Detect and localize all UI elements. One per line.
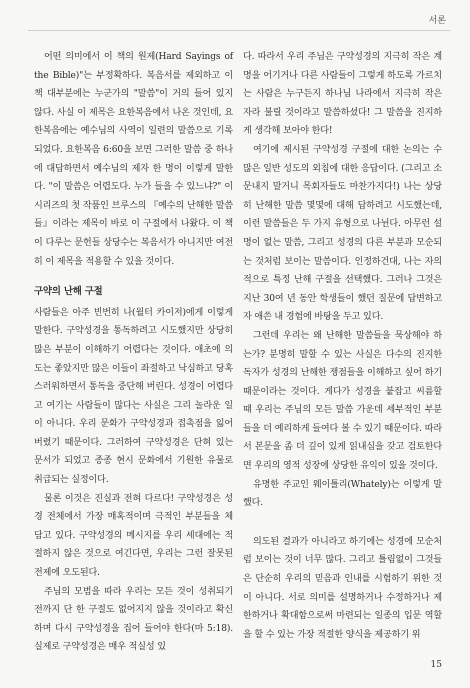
right-paragraph-1: 다. 따라서 우리 주님은 구약성경의 지극히 작은 계명을 어기거나 다른 사람들이 그렇게 하도록 가르치는 사람은 누구든지 하나님 나라에서 지극히 작은 자라 불릴 것이라고 말씀하셨다! 그 말씀을 진지하게 생각해 보아야 한다! (243, 52, 442, 137)
section-heading: 구약의 난해 구절 (34, 286, 103, 298)
left-paragraph-4: 주님의 모범을 따라 우리는 모든 것이 성취되기 전까지 단 한 구절도 없어지지 않을 것이라고 확신하며 다시 구약성경을 집어 들어야 한다(마 5:18). 실제로 구약성경은 매우 적실성 있 (34, 586, 233, 653)
page-header (28, 12, 450, 31)
section-label: 서론 (428, 16, 446, 26)
right-column (243, 48, 442, 644)
quote-spacer (243, 513, 442, 533)
right-paragraph-2: 여기에 제시된 구약성경 구절에 대한 논의는 수많은 일반 성도의 외침에 대한 응답이다. (그리고 소문내지 말거니 목회자들도 마찬가지다!) 나는 상당히 난해한 말씀 몇몇에 대해 답하려고 시도했는데, 이런 말씀들은 두 가지 유형으로 나뉜다. 아무런 설명이 없는 말씀, 그리고 성경의 다른 부분과 모순되는 것처럼 보이는 말씀이다. 인정하건대, 나는 자의적으로 특정 난해 구절을 선택했다. 그러나 그것은 지난 30여 년 동안 학생들이 했던 질문에 답변하고자 애쓴 내 경험에 바탕을 두고 있다. (243, 144, 442, 323)
right-paragraph-3: 그런데 우리는 왜 난해한 말씀들을 묵상해야 하는가? 분명히 말할 수 있는 사실은 다수의 진지한 독자가 성경의 난해한 쟁점들을 이해하고 싶어 하기 때문이라는 것이다. 게다가 성경을 붙잡고 씨름할 때 우리는 주님의 모든 말씀 가운데 세부적인 부분들을 더 예리하게 들여다 볼 수 있기 때문이다. 따라서 본문을 좀 더 깊이 있게 읽내심을 갖고 검토한다면 우리의 영적 성장에 상당한 유익이 있을 것이다. (243, 330, 442, 472)
left-column (34, 48, 233, 657)
left-paragraph-2: 사람들은 아주 빈번히 나(월터 카이저)에게 이렇게 말한다. 구약성경을 통독하려고 시도했지만 상당히 많은 부분이 이해하기 어렵다는 것이다. 애초에 의도는 좋았지만 많은 이들이 좌절하고 낙심하고 당혹스러워하면서 통독을 중단해 버린다. 성경이 어렵다고 여기는 사람들이 많다는 사실은 그리 놀라운 일이 아니다. 우리 문화가 구약성경과 접촉점을 잃어버렸기 때문이다. 그러하여 구약성경은 단혀 있는 문서가 되었고 종종 현시 문화에서 기원한 유물로 취급되는 실정이다. (34, 307, 233, 486)
block-quote: 의도된 결과가 아니라고 하기에는 성경에 모순처럼 보이는 것이 너무 많다. 그리고 틀림없이 그것들은 단순히 우리의 믿음과 인내를 시험하기 위한 것이 아니다. 서로 의미를 설명하거나 수정하거나 제한하거나 확대함으로써 마련되는 일종의 입문 역할을 할 수 있는 가장 적절한 양식을 제공하기 위 (243, 536, 442, 640)
left-paragraph-3: 물론 이것은 진실과 전혀 다르다! 구약성경은 성경 전체에서 가장 매혹적이며 극적인 부분들을 체 담고 있다. 구약성경의 메시지를 우리 세대에는 적절하지 않은 것으로 여긴다면, 우리는 그런 잘못된 전제에 오도된다. (34, 493, 233, 579)
left-paragraph-1: 어떤 의미에서 이 책의 원제(Hard Sayings of the Bible)"는 부정확하다. 복음서를 제외하고 이 책 대부분에는 누군가의 "말씀"이 거의 들어 있지 않다. 사실 이 제목은 요한복음에서 나온 것인데, 요한복음에는 예수님의 사역이 일련의 말씀으로 기록되었다. 요한복음 6:60을 보면 그러한 말씀 중 하나에 대답하면서 예수님의 제자 한 명이 이렇게 말한다. "이 말씀은 어렵도다. 누가 들을 수 있느냐?" 이 시리즈의 첫 작품인 브루스의 『예수의 난해한 말씀들』이라는 제목이 바로 이 구절에서 나왔다. 이 책이 다루는 문헌들 상당수는 복음서가 아니지만 여전히 이 제목을 적용할 수 있을 것이다. (34, 52, 233, 267)
page-number: 15 (430, 660, 442, 670)
right-paragraph-4: 유명한 주교인 웨이틀리(Whately)는 이렇게 말했다. (243, 479, 442, 509)
